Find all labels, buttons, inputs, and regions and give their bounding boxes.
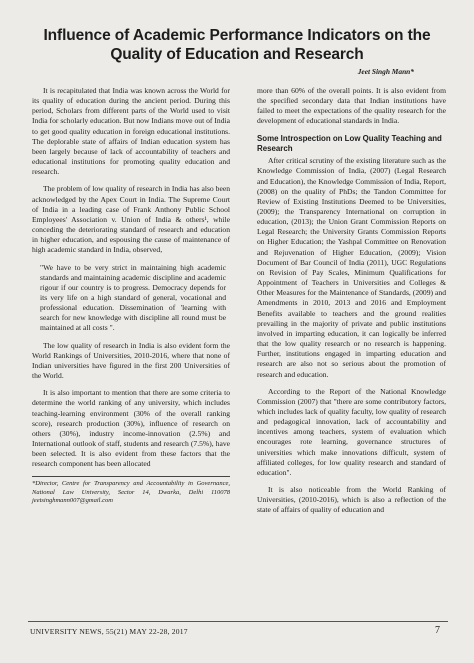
title-line-1: Influence of Academic Performance Indicators on the (43, 27, 431, 44)
right-paragraph-2: After critical scrutiny of the existing literature such as the Knowledge Commission of India, (2007) (Legal Research and Education), the Knowledge Commission of India, Report, (2008) on the quality of PhDs; the Tandon Committee for Review of Existing Institutions Deemed to be Universities, (2009); the Transparency International on corruption in education, (2013); the Union Grant Commission Reports on Legal Research; the University Grants Commission Reports on Higher Education; the Yashpal Committee on Renovation and Rejuvenation of Higher Education, (2009); Vision Document of Bar Council of India (2011), UGC Regulations on Revision of Pay Scales, Minimum Qualifications for Appointment of Teachers in Universities and Colleges & Other Measures for the Maintenance of Standards, (2009) and Amendments in 2010, 2013 and 2016 and Employment Benefits available to teachers and the ground realities prevailing in the majority of private and public institutions involved in imparting education, it can logically be inferred that the low quality research or no research is happening. Further, institutions engaged in imparting education and research are also not so serious about the promotion of research and education. (257, 156, 446, 379)
supreme-court-quote: "We have to be very strict in maintaining high academic standards and maintaining academic discipline and academic rigour if our country is to progress. Democracy depends for its very life on a high standard of general, vocational and professional education. Dissemination of 'learning with search for new knowledge with discipline all round must be maintained at all costs ". (40, 262, 226, 333)
footnote-divider (32, 476, 230, 477)
right-column (257, 86, 446, 523)
left-paragraph-3: The low quality of research in India is also evident form the World Rankings of Universities, 2010-2016, where that none of Indian universities have figured in the first 200 Universities of the World. (32, 340, 230, 381)
title-line-2: Quality of Education and Research (110, 46, 364, 63)
right-paragraph-3: According to the Report of the National Knowledge Commission (2007) that "there are some contributory factors, which includes lack of quality faculty, low quality of research and pedagogical innovation, lack of accountability and incentives among teachers, system of evaluation which encourages rote learning, governance structures of universities which make innovations difficult, system of affiliated colleges, for low quality research and standard of education". (257, 386, 446, 477)
right-paragraph-1: more than 60% of the overall points. It is also evident from the specified secondary data that Indian institutions have failed to meet the expectations of the quality research for the development of educational standards in India. (257, 86, 446, 126)
journal-citation: UNIVERSITY NEWS, 55(21) MAY 22-28, 2017 (30, 627, 188, 636)
left-paragraph-2: The problem of low quality of research in India has also been acknowledged by the Apex Court in India. The Supreme Court of India in a leading case of Frank Anthony Public School Employees' Association v. Union of India & others¹, while conceding the deteriorating standard of research and education in higher education, and espousing the cause of maintenance of high academic standard in India, observed, (32, 184, 230, 255)
left-column (32, 86, 230, 512)
author-name: Jeet Singh Mann* (357, 67, 414, 76)
article-title (0, 26, 474, 64)
footer-divider (28, 621, 448, 622)
page-number: 7 (435, 625, 440, 636)
section-heading: Some Introspection on Low Quality Teaching and Research (257, 133, 442, 153)
right-paragraph-4: It is also noticeable from the World Ranking of Universities, (2010-2016), which is also a reflection of the state of affairs of quality of education and (257, 485, 446, 515)
author-footnote: *Director, Centre for Transparency and Accountability in Governance, National Law University, Sector 14, Dwarka, Delhi 110078 jeetsinghmann007@gmail.com (32, 480, 230, 504)
left-paragraph-4: It is also important to mention that there are some criteria to determine the world ranking of any university, which includes teaching-learning environment (30% of the overall ranking score), research production (30%), influence of research on others (30%), industry income-innovation (2.5%) and International outlook of staff, students and research (7.5%), have been selected. It is also evident from these factors that the research component has been allocated (32, 388, 230, 469)
left-paragraph-1: It is recapitulated that India was known across the World for its quality of education during the ancient period. During this period, Scholars from different parts of the World used to visit India for scholarly education. But now Indians move out of India to get good quality education in foreign educational institutions. The deplorable state of affairs of Indian education system has been largely because of lack of accountability of teachers and educational institutions for promoting quality education and research. (32, 86, 230, 177)
